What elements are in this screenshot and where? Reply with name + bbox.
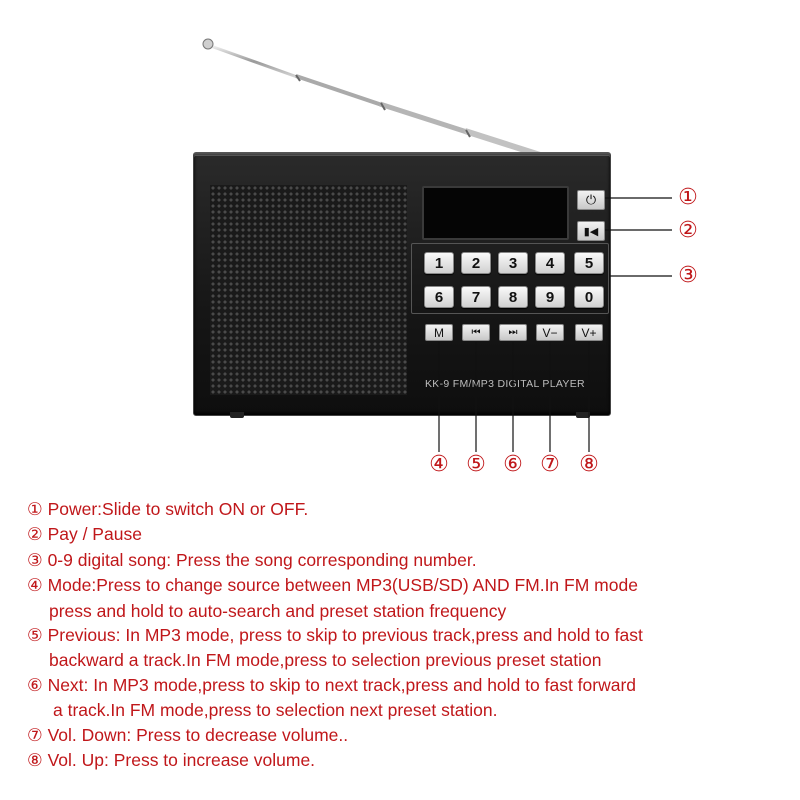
number-key-7[interactable]: 7 — [461, 286, 491, 308]
next-button[interactable]: ⏭ — [499, 324, 527, 341]
number-key-5[interactable]: 5 — [574, 252, 604, 274]
number-key-2[interactable]: 2 — [461, 252, 491, 274]
number-key-6[interactable]: 6 — [424, 286, 454, 308]
callout-6: ⑥ — [503, 452, 523, 477]
callout-7: ⑦ — [540, 452, 560, 477]
description-item: ④ Mode:Press to change source between MP3(USB/SD) AND FM.In FM mode — [27, 575, 638, 597]
callout-4: ④ — [429, 452, 449, 477]
volume-up-button[interactable]: V+ — [575, 324, 603, 341]
description-continuation: backward a track.In FM mode,press to selection previous preset station — [49, 650, 602, 671]
number-key-0[interactable]: 0 — [574, 286, 604, 308]
play-pause-button[interactable]: ▮◀ — [577, 221, 605, 241]
callout-8: ⑧ — [579, 452, 599, 477]
description-item: ③ 0-9 digital song: Press the song corresponding number. — [27, 549, 477, 571]
callout-2: ② — [678, 218, 698, 243]
description-list — [27, 497, 787, 773]
number-key-9[interactable]: 9 — [535, 286, 565, 308]
mode-button[interactable]: M — [425, 324, 453, 341]
description-item: ⑧ Vol. Up: Press to increase volume. — [27, 750, 316, 772]
description-continuation: press and hold to auto-search and preset station frequency — [49, 600, 507, 621]
power-button[interactable]: ⏻ — [577, 190, 605, 210]
description-continuation: a track.In FM mode,press to selection next preset station. — [53, 700, 498, 721]
description-item: ⑦ Vol. Down: Press to decrease volume.. — [27, 724, 349, 746]
volume-down-button[interactable]: V− — [536, 324, 564, 341]
callout-1: ① — [678, 185, 698, 210]
model-label: KK-9 FM/MP3 DIGITAL PLAYER — [425, 378, 585, 390]
description-item: ② Pay / Pause — [27, 524, 142, 546]
number-key-4[interactable]: 4 — [535, 252, 565, 274]
previous-button[interactable]: ⏮ — [462, 324, 490, 341]
number-key-3[interactable]: 3 — [498, 252, 528, 274]
description-item: ⑥ Next: In MP3 mode,press to skip to next track,press and hold to fast forward — [27, 674, 637, 696]
number-key-1[interactable]: 1 — [424, 252, 454, 274]
callout-5: ⑤ — [466, 452, 486, 477]
description-item: ⑤ Previous: In MP3 mode, press to skip to previous track,press and hold to fast — [27, 625, 643, 647]
description-item: ① Power:Slide to switch ON or OFF. — [27, 499, 309, 520]
callout-3: ③ — [678, 263, 698, 288]
number-key-8[interactable]: 8 — [498, 286, 528, 308]
